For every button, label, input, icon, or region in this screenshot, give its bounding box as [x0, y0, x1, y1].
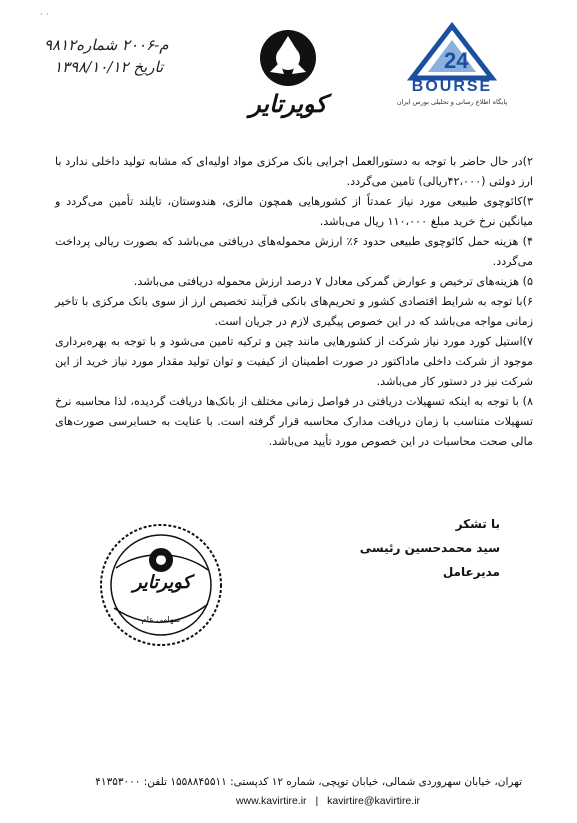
closing-text: با تشکر: [455, 517, 500, 531]
tire-emblem-icon: [228, 28, 348, 88]
footer-separator: |: [315, 795, 319, 807]
footer-contact: [178, 795, 478, 807]
company-stamp: [96, 520, 226, 650]
letter-date: ۱۳۹۸/۱۰/۱۲ تاریخ: [54, 58, 164, 76]
footer-website: www.kavirtire.ir: [235, 795, 307, 807]
body-item-3: ۳)کائوچوی طبیعی مورد نیاز عمدتاً از کشورهایی همچون مالزی، هندوستان، تایلند تأمین می‌گردد و میانگین نرخ خرید مبلغ ۱۱۰،۰۰۰ ریال می‌باشد.: [55, 195, 533, 228]
bourse-logo-subtitle: پایگاه اطلاع رسانی و تحلیلی بورس ایران: [396, 98, 508, 106]
body-item-4: ۴) هزینه حمل کائوچوی طبیعی حدود ۶٪ ارزش محموله‌های دریافتی می‌باشد که بصورت ریالی پرداخت می‌گردد.: [55, 235, 533, 268]
bourse-logo: [392, 22, 512, 114]
body-item-2: ۲)در حال حاضر با توجه به دستورالعمل اجرایی بانک مرکزی مواد اولیه‌ای که مشابه تولید داخلی ندارد با ارز دولتی (۴۲،۰۰۰ریالی) تامین می‌گردد.: [55, 155, 533, 188]
bourse-triangle-icon: [392, 22, 512, 82]
body-item-8: ۸) با توجه به اینکه تسهیلات دریافتی در فواصل زمانی مختلف از بانک‌ها دریافت گردیده، لذا محاسبه نرخ تسهیلات متناسب با زمان دریافت مدارک محاسبه قرار گرفته است. با عنایت به حسابرسی صورت‌های مالی صحت محاسبات در این خصوص مورد تأیید می‌باشد.: [55, 395, 533, 448]
letter-number: ۹۸۱۲م-۲۰۰۶ شماره: [44, 36, 169, 54]
body-item-5: ۵) هزینه‌های ترخیص و عوارض گمرکی معادل ۷ درصد ارزش محموله دریافتی می‌باشد.: [133, 275, 533, 288]
bourse-logo-word: BOURSE: [411, 78, 493, 95]
signer-title: مدیرعامل: [442, 565, 500, 579]
company-logo-word: کویرتایر: [249, 90, 327, 118]
body-item-7: ۷)استیل کورد مورد نیاز شرکت از کشورهایی مانند چین و ترکیه تامین می‌شود و با توجه به بهره‌برداری موجود از شرکت داخلی ماداکتور در صورت اطمینان از کیفیت و توان تولید مقدار مورد نیاز خرید از این شرکت نیز در دستور کار می‌باشد.: [55, 335, 533, 388]
signature-block: [300, 517, 500, 579]
signer-name: سید محمدحسین رئیسی: [359, 541, 500, 555]
page-corner-mark: · ·: [40, 10, 49, 20]
footer-email: kavirtire@kavirtire.ir: [327, 795, 421, 807]
stamp-subtitle: سهامی عام: [141, 615, 181, 624]
footer-address: تهران، خیابان سهروردی شمالی، خیابان توپچی، شماره ۱۲ کدپستی: ۱۵۵۸۸۴۵۵۱۱ تلفن: ۴۱۳۵۳۰۰۰: [95, 776, 522, 788]
stamp-logo-word: کویرتایر: [132, 572, 192, 593]
body-item-6: ۶)با توجه به شرایط اقتصادی کشور و تحریم‌های بانکی فرآیند تخصیص ارز از سوی بانک مرکزی با تاخیر زمانی مواجه می‌باشد که در این خصوص پیگیری لازم در جریان است.: [55, 295, 533, 328]
svg-text:24: 24: [444, 48, 469, 73]
company-logo: [228, 28, 348, 120]
letter-body: [55, 152, 533, 452]
